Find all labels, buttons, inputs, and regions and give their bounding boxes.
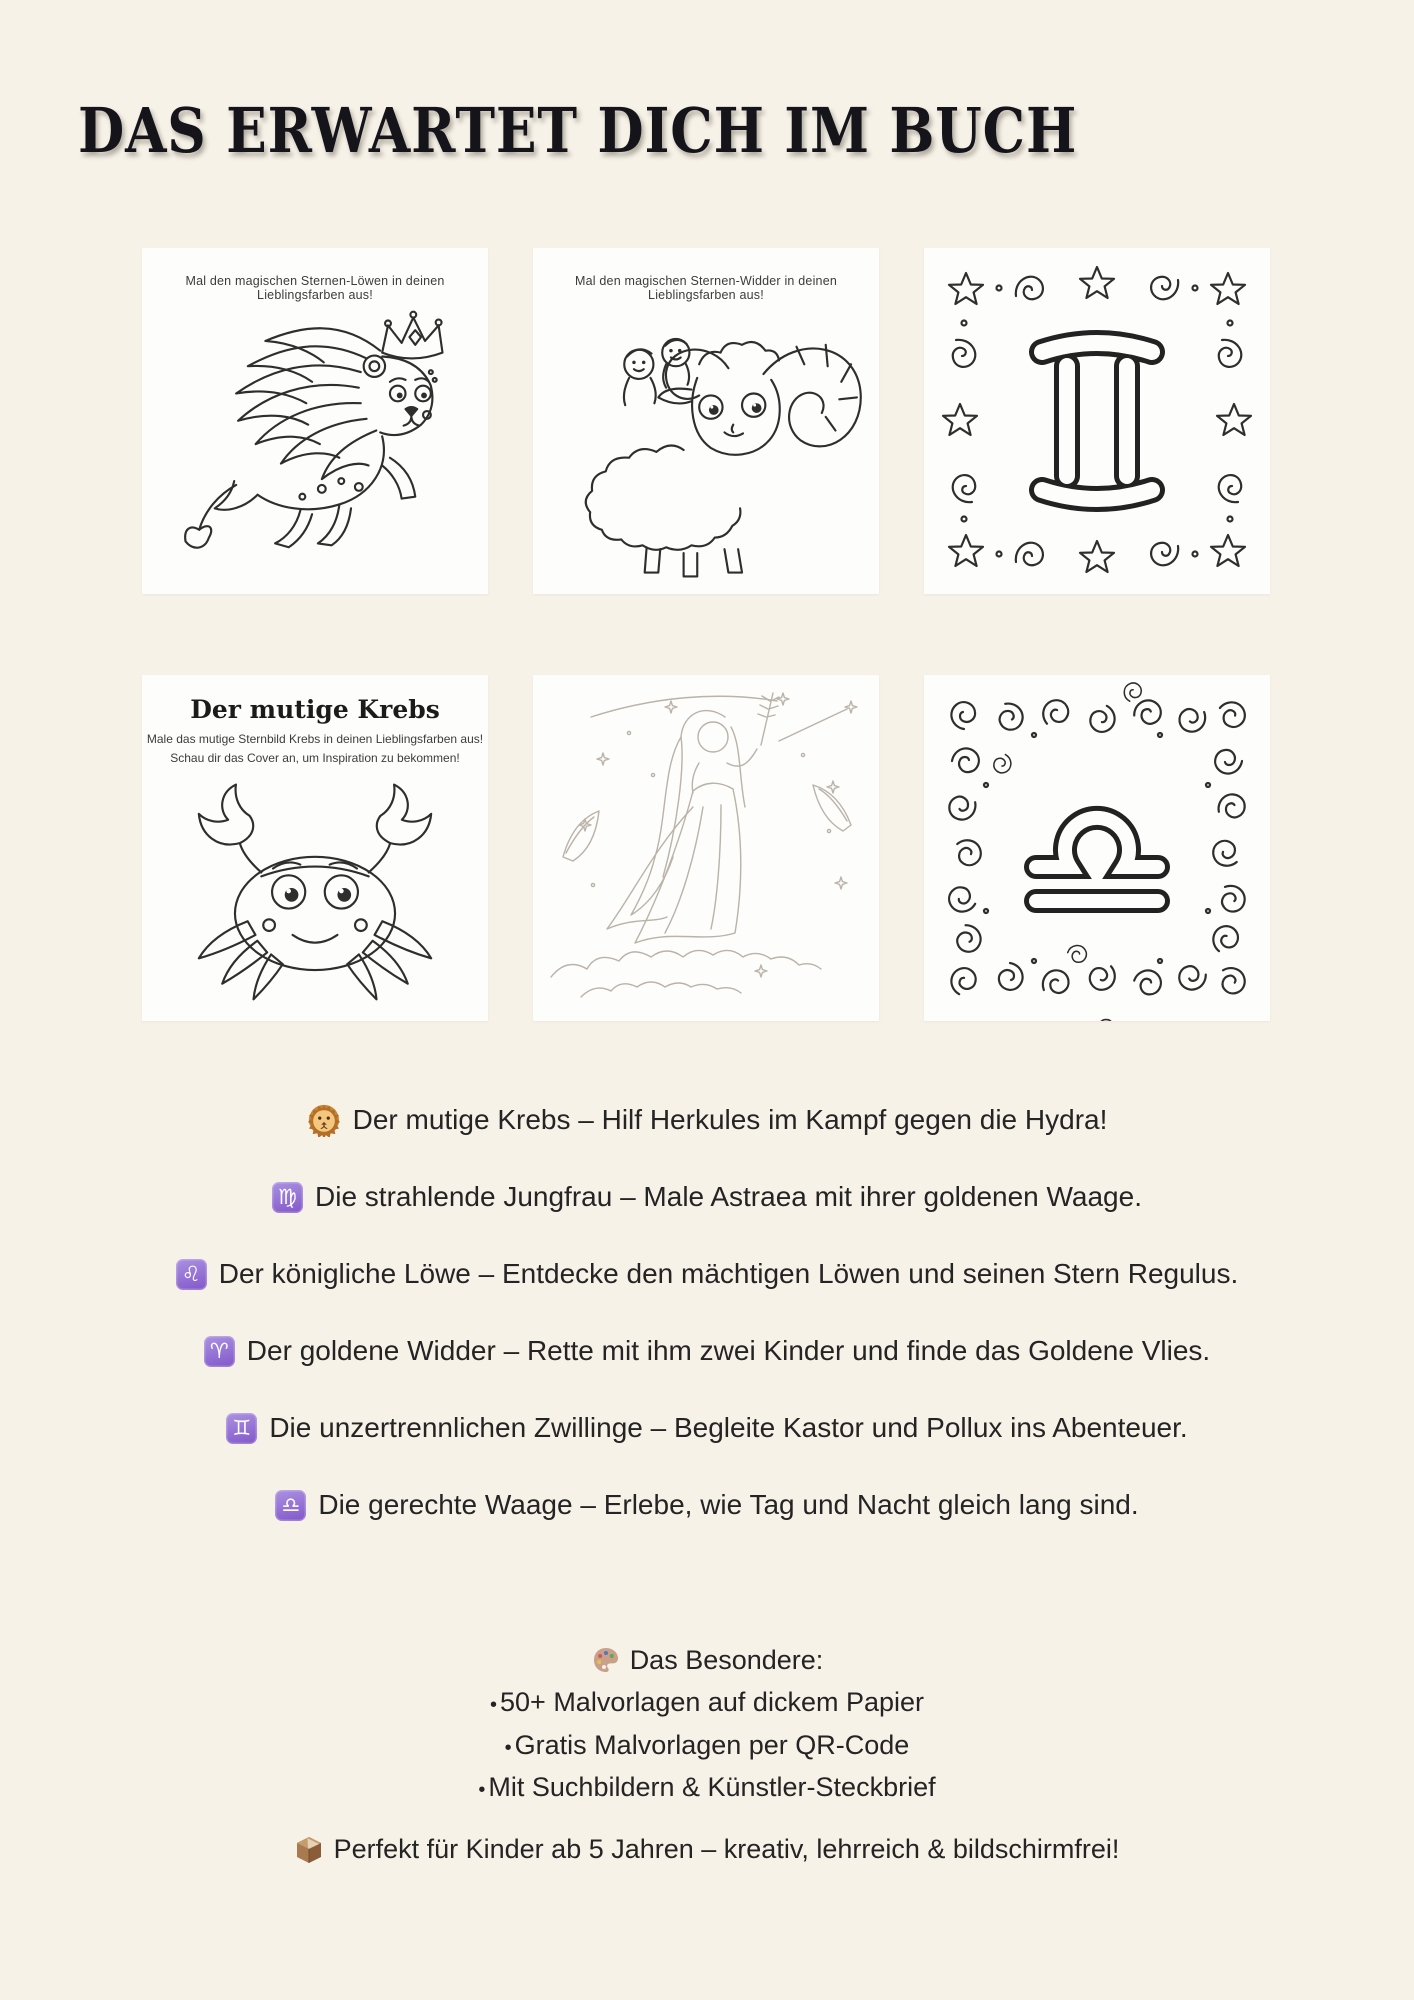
feature-text: Der goldene Widder – Rette mit ihm zwei Kinder und finde das Goldene Vlies. <box>246 1335 1211 1366</box>
specials-item-text: 50+ Malvorlagen auf dickem Papier <box>500 1687 924 1717</box>
specials-item-text: Mit Suchbildern & Künstler-Steckbrief <box>488 1772 936 1802</box>
crab-line-art <box>142 767 488 1021</box>
card-crab-coloring-page <box>142 675 488 1021</box>
palette-emoji-icon <box>591 1645 621 1675</box>
feature-text: Die unzertrennlichen Zwillinge – Begleite Kastor und Pollux ins Abenteuer. <box>269 1412 1188 1443</box>
bullet: • <box>478 1779 486 1801</box>
specials-item-text: Gratis Malvorlagen per QR-Code <box>514 1729 910 1760</box>
feature-loewe <box>0 1254 1414 1294</box>
card-virgo-maiden-page <box>533 675 879 1021</box>
feature-text: Die gerechte Waage – Erlebe, wie Tag und Nacht gleich lang sind. <box>318 1489 1139 1520</box>
virgo-sign-emoji-icon: ♍ <box>272 1182 303 1213</box>
crab-caption-line2: Schau dir das Cover an, um Inspiration zu bekommen! <box>170 750 460 765</box>
gemini-sign-emoji-icon: ♊ <box>226 1413 257 1444</box>
crab-caption-line1: Male das mutige Sternbild Krebs in deinen Lieblingsfarben aus! <box>146 732 484 746</box>
card-gemini-symbol-page <box>924 248 1270 594</box>
gemini-frame-art <box>924 248 1270 594</box>
ram-line-art <box>533 302 879 594</box>
crab-card-caption <box>147 730 483 767</box>
specials-items <box>0 1683 1414 1811</box>
libra-frame-art <box>924 675 1270 1021</box>
feature-zwillinge <box>0 1408 1414 1448</box>
feature-text: Der königliche Löwe – Entdecke den mächtigen Löwen und seinen Stern Regulus. <box>218 1258 1239 1289</box>
leo-sign-emoji-icon: ♌ <box>176 1259 207 1290</box>
feature-text: Der mutige Krebs – Hilf Herkules im Kampf gegen die Hydra! <box>352 1104 1108 1135</box>
card-libra-symbol-page <box>924 675 1270 1021</box>
bullet: • <box>490 1694 498 1716</box>
card-lion-coloring-page <box>142 248 488 594</box>
lion-card-caption: Mal den magischen Sternen-Löwen in deinen Lieblingsfarben aus! <box>185 274 445 302</box>
specials-item <box>0 1726 1414 1769</box>
specials-heading-row <box>0 1640 1414 1680</box>
page-title: DAS ERWARTET DICH IM BUCH <box>77 94 1078 167</box>
specials-heading: Das Besondere: <box>629 1644 824 1675</box>
feature-widder <box>0 1331 1414 1371</box>
feature-waage <box>0 1485 1414 1525</box>
card-ram-coloring-page <box>533 248 879 594</box>
virgo-maiden-line-art <box>533 675 879 1021</box>
feature-krebs <box>0 1100 1414 1140</box>
specials-section <box>0 1640 1414 1811</box>
lion-face-emoji-icon <box>307 1103 341 1137</box>
footer-claim-text: Perfekt für Kinder ab 5 Jahren – kreativ, lehrreich & bildschirmfrei! <box>333 1834 1120 1864</box>
libra-sign-emoji-icon: ♎ <box>275 1490 306 1521</box>
specials-item <box>0 1683 1414 1726</box>
package-emoji-icon <box>295 1835 323 1865</box>
specials-item <box>0 1768 1414 1811</box>
aries-sign-emoji-icon: ♈ <box>204 1336 235 1367</box>
feature-text: Die strahlende Jungfrau – Male Astraea mit ihrer goldenen Waage. <box>315 1181 1142 1212</box>
footer-claim-row <box>0 1834 1414 1865</box>
feature-jungfrau <box>0 1177 1414 1217</box>
crab-card-title: Der mutige Krebs <box>190 695 440 724</box>
bullet: • <box>504 1736 512 1759</box>
lion-line-art <box>142 302 488 594</box>
coloring-pages-gallery <box>142 248 1270 1021</box>
feature-list <box>0 1100 1414 1562</box>
ram-card-caption: Mal den magischen Sternen-Widder in deinen Lieblingsfarben aus! <box>574 274 837 302</box>
